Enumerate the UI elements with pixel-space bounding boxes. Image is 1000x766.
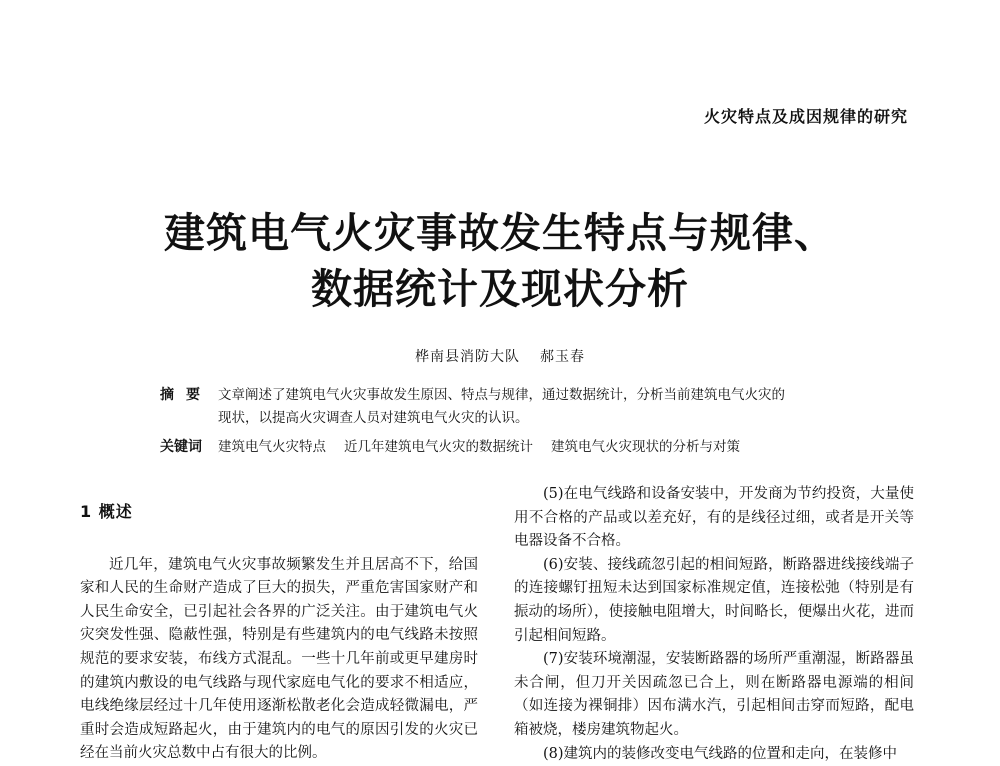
body-paragraph: (6)安装、接线疏忽引起的相间短路，断路器进线接线端子的连接螺钉扭短未达到国家标准规定值，连接松弛（特别是有振动的场所），使接触电阻增大，时间略长，便爆出火花，进而引起相间短路。 xyxy=(514,556,914,644)
author-affiliation: 桦南县消防大队 xyxy=(415,349,520,365)
keyword-item: 近几年建筑电气火灾的数据统计 xyxy=(344,439,533,455)
body-paragraph: (7)安装环境潮湿，安装断路器的场所严重潮湿，断路器虽未合闸，但刀开关因疏忽已合上，则在断路器电源端的相间（如连接为裸铜排）因布满水汽，引起相间击穿而短路，配电箱被烧，楼房建筑物起火。 xyxy=(514,651,914,738)
keywords-list xyxy=(218,436,860,459)
article-title xyxy=(0,205,1000,317)
author-line xyxy=(0,346,1000,366)
left-column xyxy=(80,500,478,766)
abstract-block xyxy=(160,384,860,459)
abstract-line-2: 现状，以提高火灾调查人员对建筑电气火灾的认识。 xyxy=(218,410,529,426)
title-line-1: 建筑电气火灾事故发生特点与规律、 xyxy=(164,209,836,257)
running-header: 火灾特点及成因规律的研究 xyxy=(703,107,908,126)
keyword-item: 建筑电气火灾现状的分析与对策 xyxy=(551,439,740,455)
abstract-label: 摘要 xyxy=(160,387,212,403)
section-heading: 1 概述 xyxy=(80,502,133,521)
keyword-item: 建筑电气火灾特点 xyxy=(218,439,326,455)
author-name: 郝玉春 xyxy=(540,349,585,365)
keywords-label: 关键词 xyxy=(160,439,202,455)
abstract-line-1: 文章阐述了建筑电气火灾事故发生原因、特点与规律，通过数据统计，分析当前建筑电气火灾的 xyxy=(218,387,785,403)
body-paragraph: (8)建筑内的装修改变电气线路的位置和走向，在装修中 xyxy=(543,745,898,762)
body-paragraph: (5)在电气线路和设备安装中，开发商为节约投资，大量使用不合格的产品或以差充好，有的是线径过细，或者是开关等电器设备不合格。 xyxy=(514,486,914,550)
right-column xyxy=(514,483,914,766)
title-line-2: 数据统计及现状分析 xyxy=(311,265,689,313)
body-paragraph: 近几年，建筑电气火灾事故频繁发生并且居高不下，给国家和人民的生命财产造成了巨大的损失，严重危害国家财产和人民生命安全，已引起社会各界的广泛关注。由于建筑电气火灾突发性强、隐蔽性强，特别是有些建筑内的电气线路未按照规范的要求安装，布线方式混乱。一些十几年前或更早建房时的建筑内敷设的电气线路与现代家庭电气化的要求不相适应，电线绝缘层经过十几年使用逐渐松散老化会造成轻微漏电，严重时会造成短路起火，由于建筑内的电气的原因引发的火灾已经在当前火灾总数中占有很大的比例。 xyxy=(80,556,478,762)
